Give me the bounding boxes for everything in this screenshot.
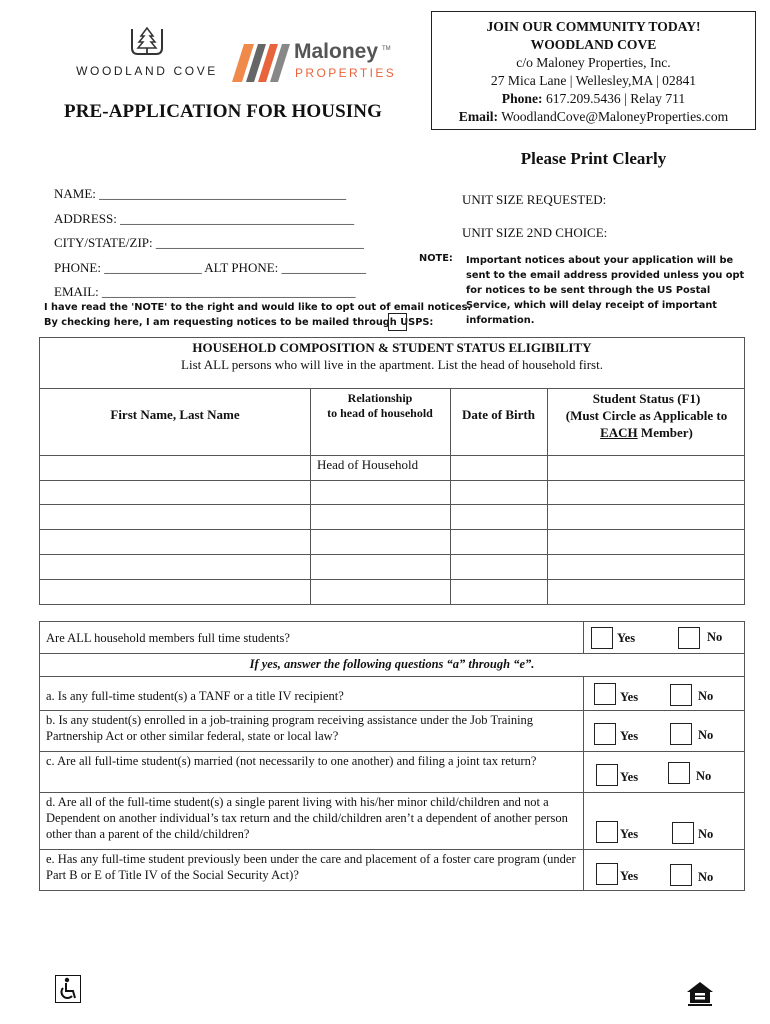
question-d-no-checkbox[interactable] <box>672 822 694 844</box>
household-row-2-name[interactable] <box>40 480 310 504</box>
household-row-1-name[interactable] <box>40 455 310 480</box>
note-label: NOTE: <box>419 253 453 264</box>
all-students-no-checkbox[interactable] <box>678 627 700 649</box>
address-field[interactable]: ADDRESS: ____________________________________ <box>54 211 355 226</box>
print-clearly-instruction: Please Print Clearly <box>520 149 667 168</box>
email-value: WoodlandCove@MaloneyProperties.com <box>501 109 729 124</box>
note-text: Important notices about your application will be sent to the email address provided unless you opt for notices to be sent through the US Postal Service, which will delay receipt of important information. <box>466 255 745 326</box>
equal-housing-icon <box>686 981 714 1007</box>
maloney-wordmark: Maloney <box>294 40 379 63</box>
question-b-no-checkbox[interactable] <box>670 723 692 745</box>
question-b-yes-label: Yes <box>620 729 639 743</box>
contact-phone <box>432 90 755 108</box>
household-row-4-name[interactable] <box>40 529 310 554</box>
col-name-header: First Name, Last Name <box>110 407 240 422</box>
question-b-yes-checkbox[interactable] <box>594 723 616 745</box>
question-e-no-label: No <box>698 870 714 884</box>
question-d: d. Are all of the full-time student(s) a single parent living with his/her minor child/children and not a Dependent on another individual’s tax return and the child/children aren’t a dependent of another person other than a parent of the child/children? <box>46 795 568 841</box>
page-title: PRE-APPLICATION FOR HOUSING <box>64 101 382 122</box>
maloney-properties-logo <box>232 40 402 84</box>
contact-headline: JOIN OUR COMMUNITY TODAY! <box>486 19 701 34</box>
question-e: e. Has any full-time student previously been under the care and placement of a foster care program (under Part B or E of Title IV of the Social Security Act)? <box>46 852 576 882</box>
col-relationship-line-1: Relationship <box>347 391 413 405</box>
question-e-no-checkbox[interactable] <box>670 864 692 886</box>
contact-email <box>432 108 755 126</box>
maloney-mark-icon <box>232 42 290 82</box>
col-student-status-header <box>547 390 746 441</box>
question-c-no-label: No <box>696 769 712 783</box>
col-dob-header: Date of Birth <box>462 407 535 422</box>
question-a: a. Is any full-time student(s) a TANF or a title IV recipient? <box>46 689 344 703</box>
city-state-zip-field[interactable]: CITY/STATE/ZIP: ________________________________ <box>54 235 364 250</box>
all-students-yes-label: Yes <box>617 631 636 645</box>
col-status-line-1: Student Status (F1) <box>592 391 701 406</box>
col-relationship-line-2: to head of household <box>327 406 433 420</box>
optout-line-1: I have read the 'NOTE' to the right and would like to opt out of email notices. <box>44 302 472 313</box>
question-a-no-label: No <box>698 689 714 703</box>
question-e-yes-checkbox[interactable] <box>596 863 618 885</box>
question-d-yes-checkbox[interactable] <box>596 821 618 843</box>
question-a-no-checkbox[interactable] <box>670 684 692 706</box>
optout-line-2: By checking here, I am requesting notices to be mailed through USPS: <box>44 317 434 328</box>
contact-box <box>431 11 756 130</box>
question-c-yes-checkbox[interactable] <box>596 764 618 786</box>
email-field[interactable]: EMAIL: _______________________________________ <box>54 284 356 299</box>
household-heading: HOUSEHOLD COMPOSITION & STUDENT STATUS ELIGIBILITY <box>192 340 592 355</box>
woodland-cove-logo <box>72 26 222 82</box>
col-status-each: EACH <box>600 425 638 440</box>
optout-checkbox[interactable] <box>388 313 407 331</box>
unit-size-field[interactable]: UNIT SIZE REQUESTED: <box>462 192 607 207</box>
all-students-no-label: No <box>707 630 723 644</box>
col-status-line-3 <box>547 424 746 441</box>
trademark-mark: TM <box>382 46 391 52</box>
phone-field[interactable]: PHONE: _______________ ALT PHONE: _____________ <box>54 260 367 275</box>
wheelchair-icon <box>55 975 81 1003</box>
question-c-no-checkbox[interactable] <box>668 762 690 784</box>
if-yes-instruction: If yes, answer the following questions “a” through “e”. <box>249 657 535 671</box>
household-subheading: List ALL persons who will live in the apartment. List the head of household first. <box>181 357 603 372</box>
question-all-students: Are ALL household members full time students? <box>46 631 290 645</box>
properties-wordmark: PROPERTIES <box>295 66 397 80</box>
col-relationship-header <box>310 391 450 421</box>
question-d-yes-label: Yes <box>620 827 639 841</box>
household-table <box>39 337 745 605</box>
head-of-household-label: Head of Household <box>317 457 419 472</box>
question-c-yes-label: Yes <box>620 770 639 784</box>
question-a-yes-checkbox[interactable] <box>594 683 616 705</box>
household-row-5-name[interactable] <box>40 554 310 579</box>
household-row-6-name[interactable] <box>40 579 310 605</box>
phone-value: 617.209.5436 | Relay 711 <box>545 91 686 106</box>
all-students-yes-checkbox[interactable] <box>591 627 613 649</box>
contact-property-name: WOODLAND COVE <box>530 37 657 52</box>
question-e-yes-label: Yes <box>620 869 639 883</box>
question-b: b. Is any student(s) enrolled in a job-training program receiving assistance under the Job Training Partnership Act or other similar federal, state or local law? <box>46 713 534 743</box>
email-label: Email: <box>458 109 499 124</box>
col-status-line-2: (Must Circle as Applicable to <box>565 408 728 423</box>
optout-text <box>44 300 471 330</box>
household-row-3-name[interactable] <box>40 504 310 529</box>
question-d-no-label: No <box>698 827 714 841</box>
phone-label: Phone: <box>501 91 543 106</box>
woodland-cove-wordmark: WOODLAND COVE <box>76 64 218 78</box>
student-questions-table <box>39 621 745 891</box>
unit-size-2nd-field[interactable]: UNIT SIZE 2ND CHOICE: <box>462 225 608 240</box>
name-field[interactable]: NAME: ______________________________________ <box>54 186 347 201</box>
contact-care-of: c/o Maloney Properties, Inc. <box>516 55 671 70</box>
question-b-no-label: No <box>698 728 714 742</box>
col-status-member: Member) <box>637 425 693 440</box>
contact-address: 27 Mica Lane | Wellesley,MA | 02841 <box>490 73 697 88</box>
tree-icon <box>130 26 164 56</box>
question-c: c. Are all full-time student(s) married (not necessarily to one another) and filing a joint tax return? <box>46 754 537 768</box>
question-a-yes-label: Yes <box>620 690 639 704</box>
